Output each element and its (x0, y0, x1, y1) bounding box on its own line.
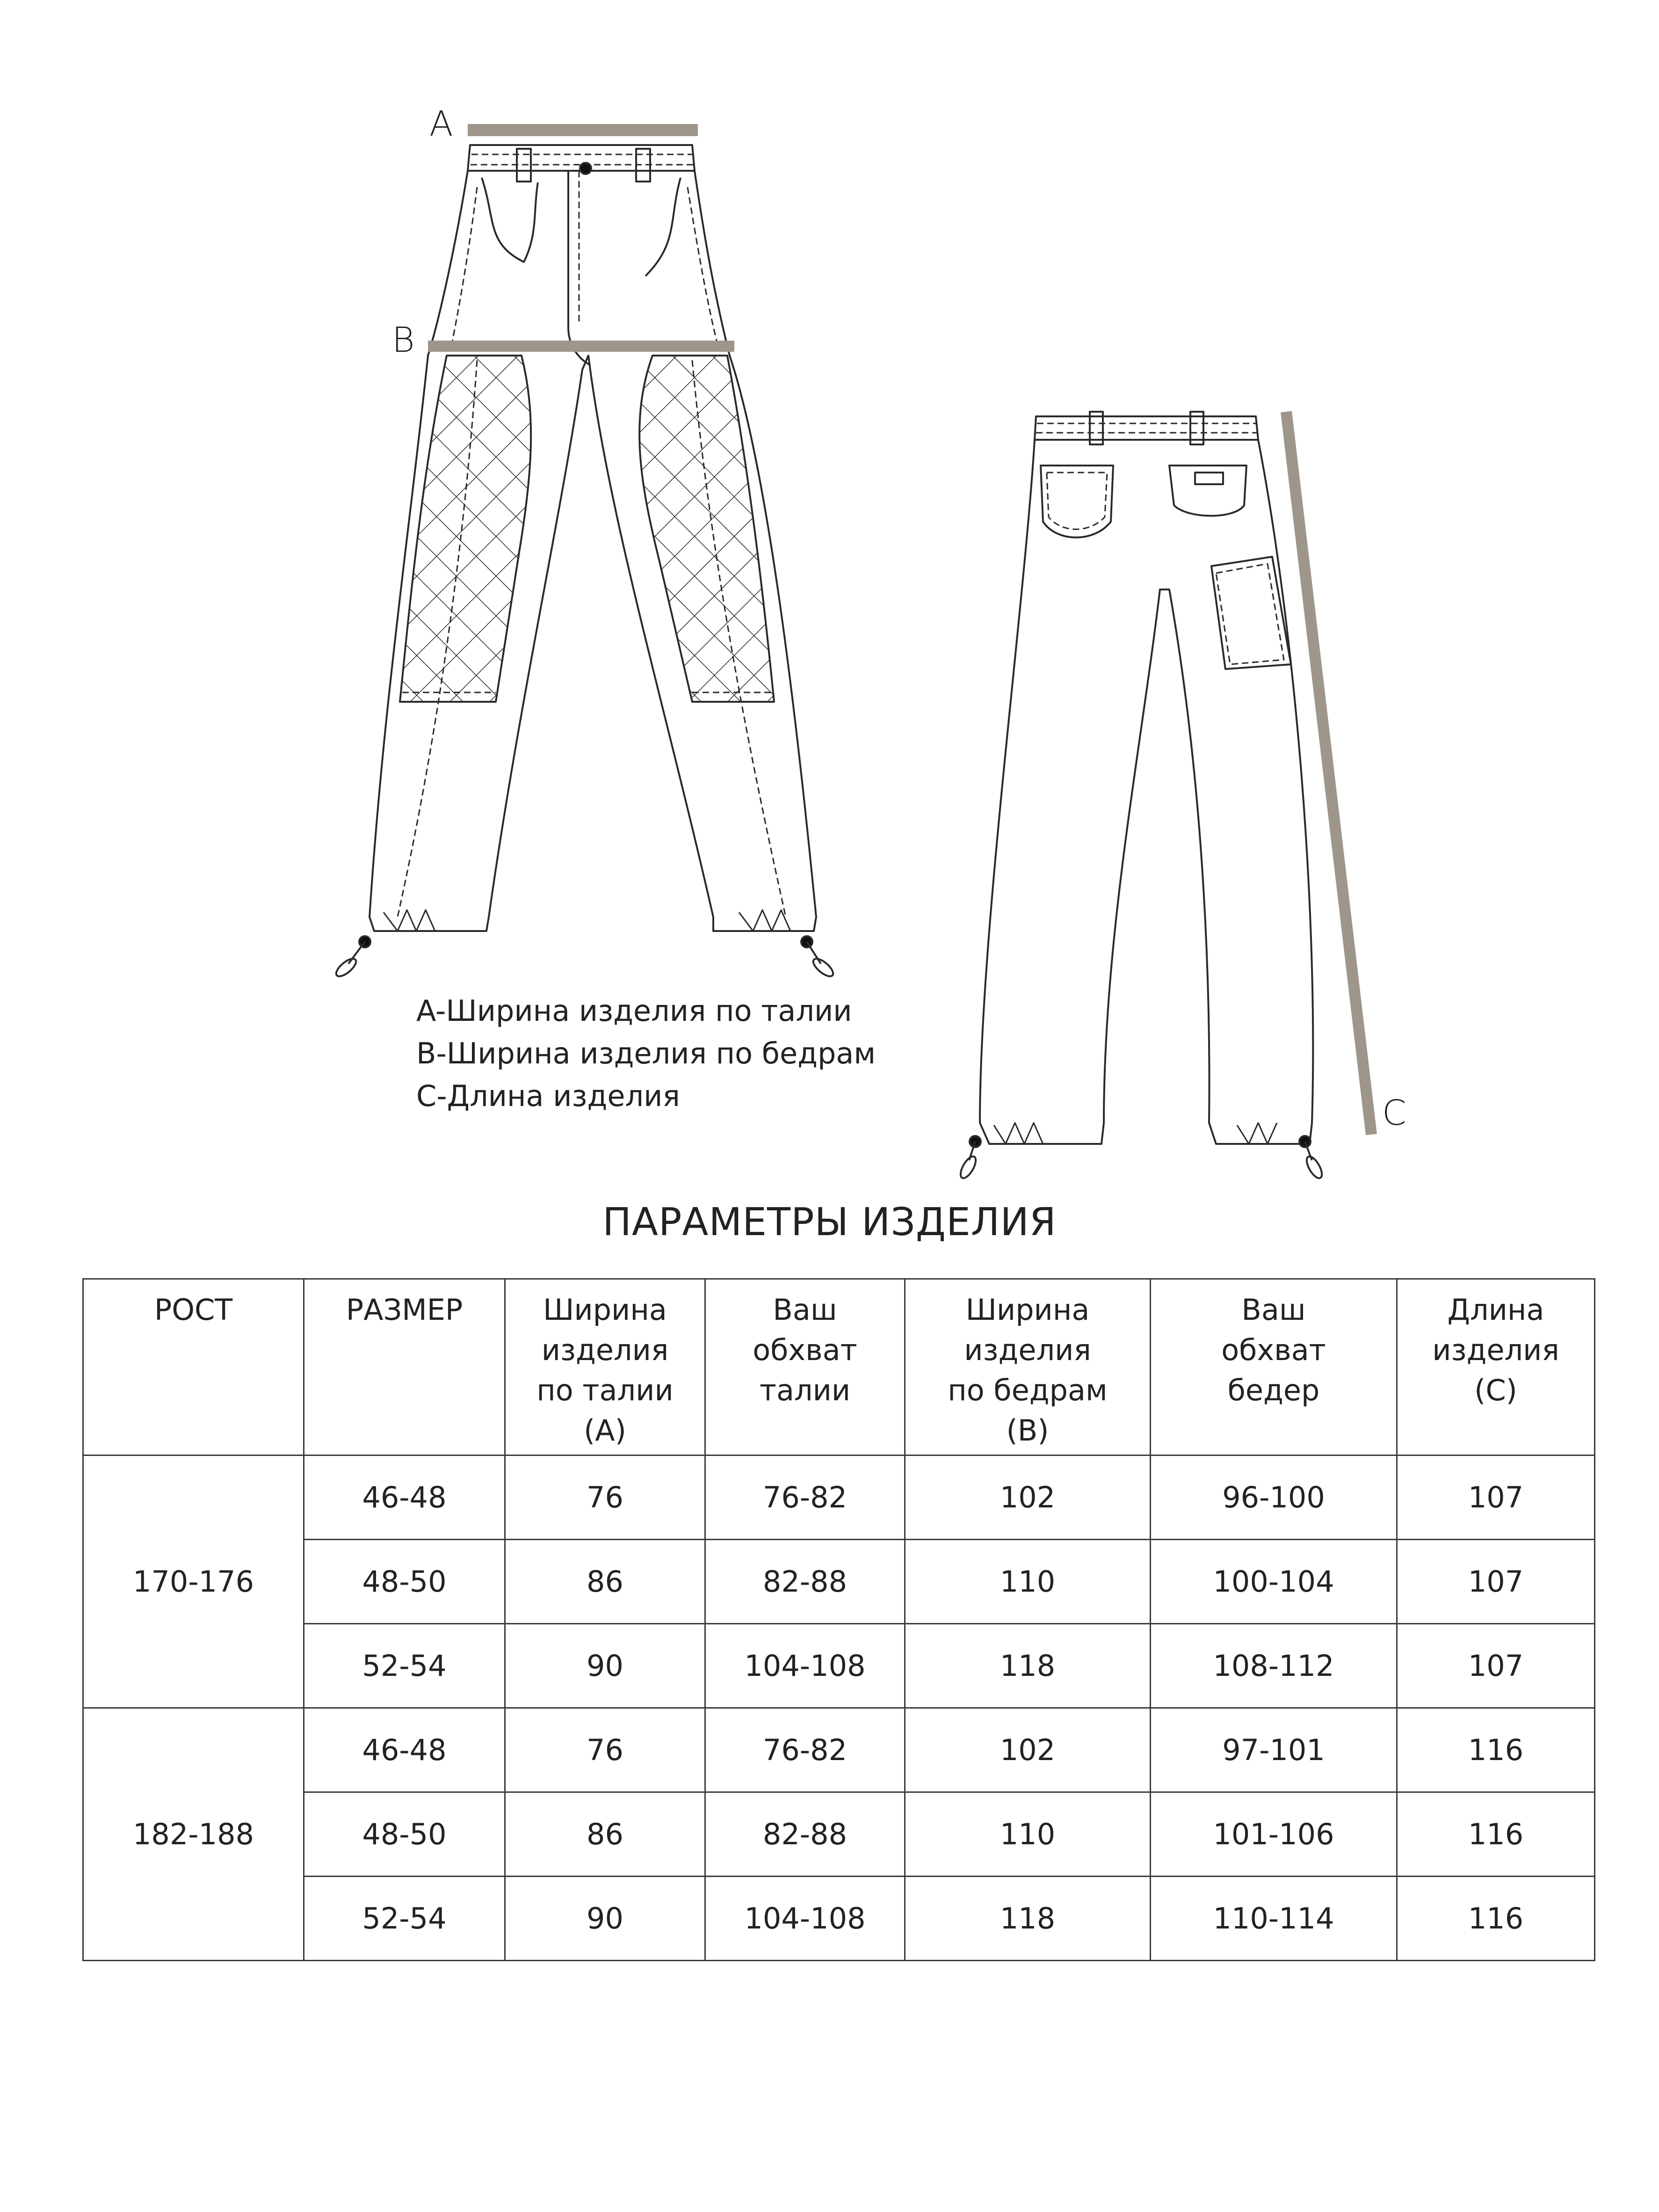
table-row (83, 1540, 1595, 1624)
front-view-drawing (333, 145, 836, 979)
size-parameters-table (82, 1278, 1595, 1961)
your-hips-cell: 108-112 (1151, 1624, 1397, 1708)
header-rost: РОСТ (83, 1279, 304, 1455)
table-row (83, 1877, 1595, 1961)
waist-width-cell: 86 (505, 1540, 705, 1624)
length-cell: 116 (1397, 1877, 1595, 1961)
hip-width-cell: 110 (905, 1540, 1151, 1624)
waist-width-cell: 90 (505, 1877, 705, 1961)
measurement-legend (416, 990, 876, 1117)
header-your-hips: Ваш обхват бедер (1151, 1279, 1397, 1455)
length-cell: 116 (1397, 1708, 1595, 1792)
legend-item-b: B-Ширина изделия по бедрам (416, 1036, 876, 1070)
your-waist-cell: 82-88 (705, 1792, 905, 1877)
header-length: Длина изделия (C) (1397, 1279, 1595, 1455)
your-waist-cell: 104-108 (705, 1877, 905, 1961)
table-row (83, 1708, 1595, 1792)
rost-cell: 170-176 (83, 1455, 304, 1708)
label-b: B (392, 320, 415, 360)
your-waist-cell: 76-82 (705, 1455, 905, 1540)
back-view-drawing (957, 412, 1325, 1180)
header-size: РАЗМЕР (304, 1279, 505, 1455)
header-your-waist: Ваш обхват талии (705, 1279, 905, 1455)
your-waist-cell: 82-88 (705, 1540, 905, 1624)
table-header-row (83, 1279, 1595, 1455)
waist-width-cell: 90 (505, 1624, 705, 1708)
label-c: C (1382, 1093, 1406, 1133)
table-title: ПАРАМЕТРЫ ИЗДЕЛИЯ (602, 1200, 1057, 1244)
length-cell: 107 (1397, 1540, 1595, 1624)
hip-width-cell: 110 (905, 1792, 1151, 1877)
your-waist-cell: 104-108 (705, 1624, 905, 1708)
measure-line-c (1286, 412, 1371, 1135)
your-waist-cell: 76-82 (705, 1708, 905, 1792)
table-row (83, 1792, 1595, 1877)
your-hips-cell: 101-106 (1151, 1792, 1397, 1877)
your-hips-cell: 96-100 (1151, 1455, 1397, 1540)
legend-item-c: C-Длина изделия (416, 1079, 680, 1113)
length-cell: 107 (1397, 1455, 1595, 1540)
hip-width-cell: 118 (905, 1624, 1151, 1708)
length-cell: 107 (1397, 1624, 1595, 1708)
length-cell: 116 (1397, 1792, 1595, 1877)
size-cell: 52-54 (304, 1624, 505, 1708)
hip-width-cell: 102 (905, 1455, 1151, 1540)
legend-item-a: A-Ширина изделия по талии (416, 994, 852, 1028)
header-waist-width: Ширина изделия по талии (A) (505, 1279, 705, 1455)
waist-width-cell: 86 (505, 1792, 705, 1877)
size-cell: 46-48 (304, 1455, 505, 1540)
waist-width-cell: 76 (505, 1708, 705, 1792)
size-cell: 48-50 (304, 1540, 505, 1624)
header-hip-width: Ширина изделия по бедрам (B) (905, 1279, 1151, 1455)
your-hips-cell: 110-114 (1151, 1877, 1397, 1961)
your-hips-cell: 100-104 (1151, 1540, 1397, 1624)
rost-cell: 182-188 (83, 1708, 304, 1961)
table-row (83, 1455, 1595, 1540)
hip-width-cell: 102 (905, 1708, 1151, 1792)
size-cell: 46-48 (304, 1708, 505, 1792)
your-hips-cell: 97-101 (1151, 1708, 1397, 1792)
size-cell: 52-54 (304, 1877, 505, 1961)
table-row (83, 1624, 1595, 1708)
label-a: A (429, 104, 453, 144)
hip-width-cell: 118 (905, 1877, 1151, 1961)
waist-width-cell: 76 (505, 1455, 705, 1540)
size-cell: 48-50 (304, 1792, 505, 1877)
